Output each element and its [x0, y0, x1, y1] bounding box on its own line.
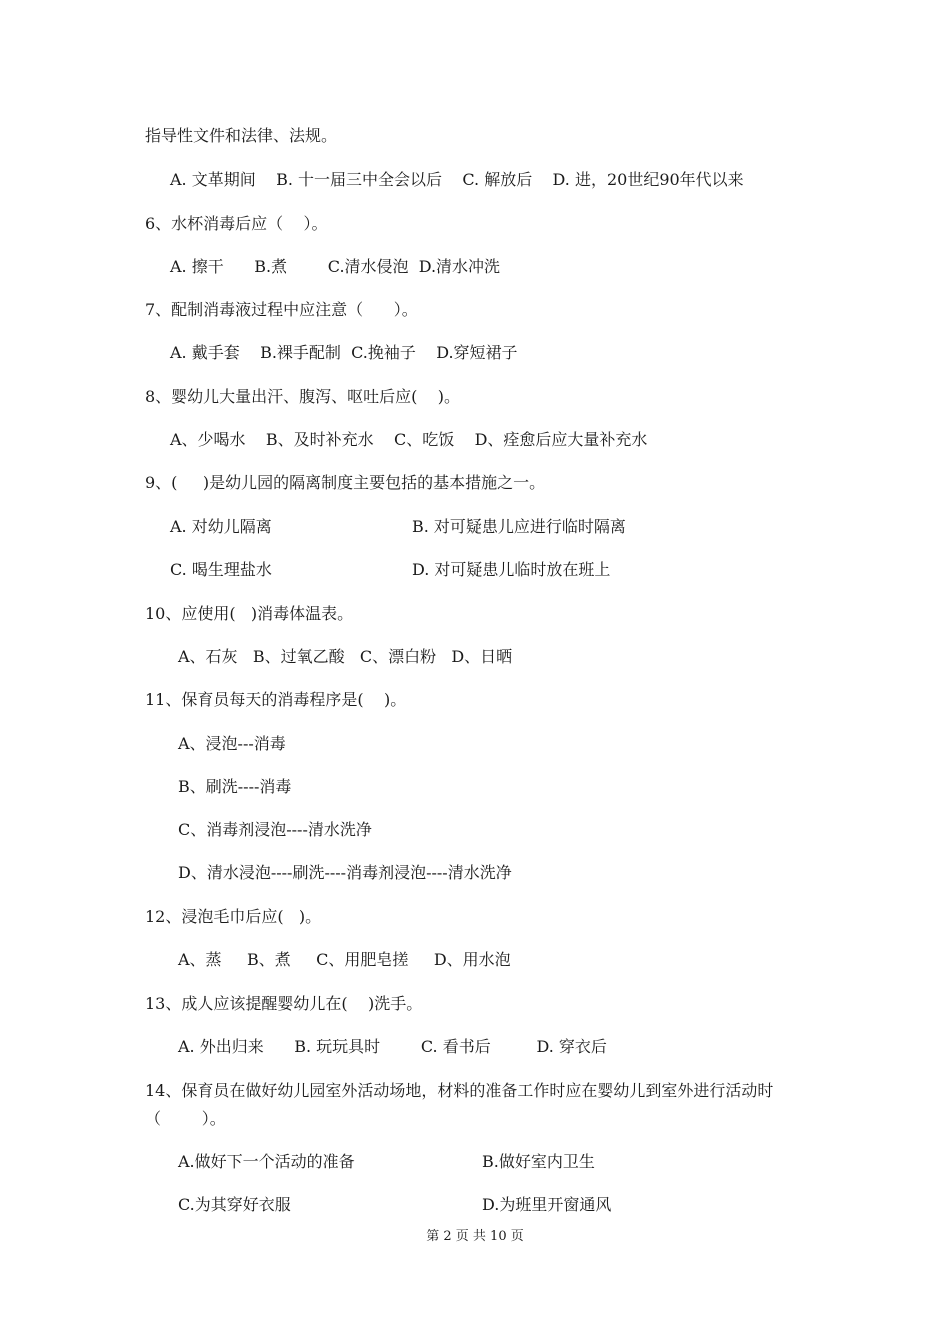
question-14-option-b: B.做好室内卫生: [482, 1152, 595, 1171]
question-9-option-d: D. 对可疑患儿临时放在班上: [412, 560, 611, 579]
question-14: 14、保育员在做好幼儿园室外活动场地，材料的准备工作时应在婴幼儿到室外进行活动时: [145, 1081, 774, 1100]
question-14-option-a: A.做好下一个活动的准备: [178, 1152, 355, 1171]
question-7: 7、配制消毒液过程中应注意（ ）。: [145, 300, 418, 319]
question-7-options: A. 戴手套 B.裸手配制 C.挽袖子 D.穿短裙子: [170, 343, 518, 362]
question-5-tail: 指导性文件和法律、法规。: [145, 126, 338, 145]
question-11: 11、保育员每天的消毒程序是( )。: [145, 690, 407, 709]
question-11-option-c: C、消毒剂浸泡----清水洗净: [178, 820, 372, 839]
question-12-options: A、蒸 B、煮 C、用肥皂搓 D、用水泡: [178, 950, 511, 969]
question-11-option-b: B、刷洗----消毒: [178, 777, 292, 796]
question-9-option-a: A. 对幼儿隔离: [170, 517, 272, 536]
question-11-option-d: D、清水浸泡----刷洗----消毒剂浸泡----清水洗净: [178, 863, 512, 882]
question-5-options: A. 文革期间 B. 十一届三中全会以后 C. 解放后 D. 进，20世纪90年代以来: [170, 170, 744, 189]
question-9-option-b: B. 对可疑患儿应进行临时隔离: [412, 517, 626, 536]
question-8-options: A、少喝水 B、及时补充水 C、吃饭 D、痊愈后应大量补充水: [170, 430, 648, 449]
question-8: 8、婴幼儿大量出汗、腹泻、呕吐后应( )。: [145, 387, 461, 406]
question-6: 6、水杯消毒后应（ ）。: [145, 214, 328, 233]
question-9: 9、( )是幼儿园的隔离制度主要包括的基本措施之一。: [145, 473, 546, 492]
question-9-option-c: C. 喝生理盐水: [170, 560, 272, 579]
question-14-option-c: C.为其穿好衣服: [178, 1195, 291, 1214]
question-10: 10、应使用( )消毒体温表。: [145, 604, 354, 623]
question-14-option-d: D.为班里开窗通风: [482, 1195, 612, 1214]
question-11-option-a: A、浸泡---消毒: [178, 734, 286, 753]
question-13: 13、成人应该提醒婴幼儿在( )洗手。: [145, 994, 423, 1013]
question-13-options: A. 外出归来 B. 玩玩具时 C. 看书后 D. 穿衣后: [178, 1037, 607, 1056]
question-10-options: A、石灰 B、过氧乙酸 C、漂白粉 D、日晒: [178, 647, 513, 666]
question-14-blank: （ ）。: [145, 1109, 226, 1128]
question-6-options: A. 擦干 B.煮 C.清水侵泡 D.清水冲洗: [170, 257, 501, 276]
question-12: 12、浸泡毛巾后应( )。: [145, 907, 322, 926]
page-number-footer: 第 2 页 共 10 页: [426, 1229, 524, 1244]
